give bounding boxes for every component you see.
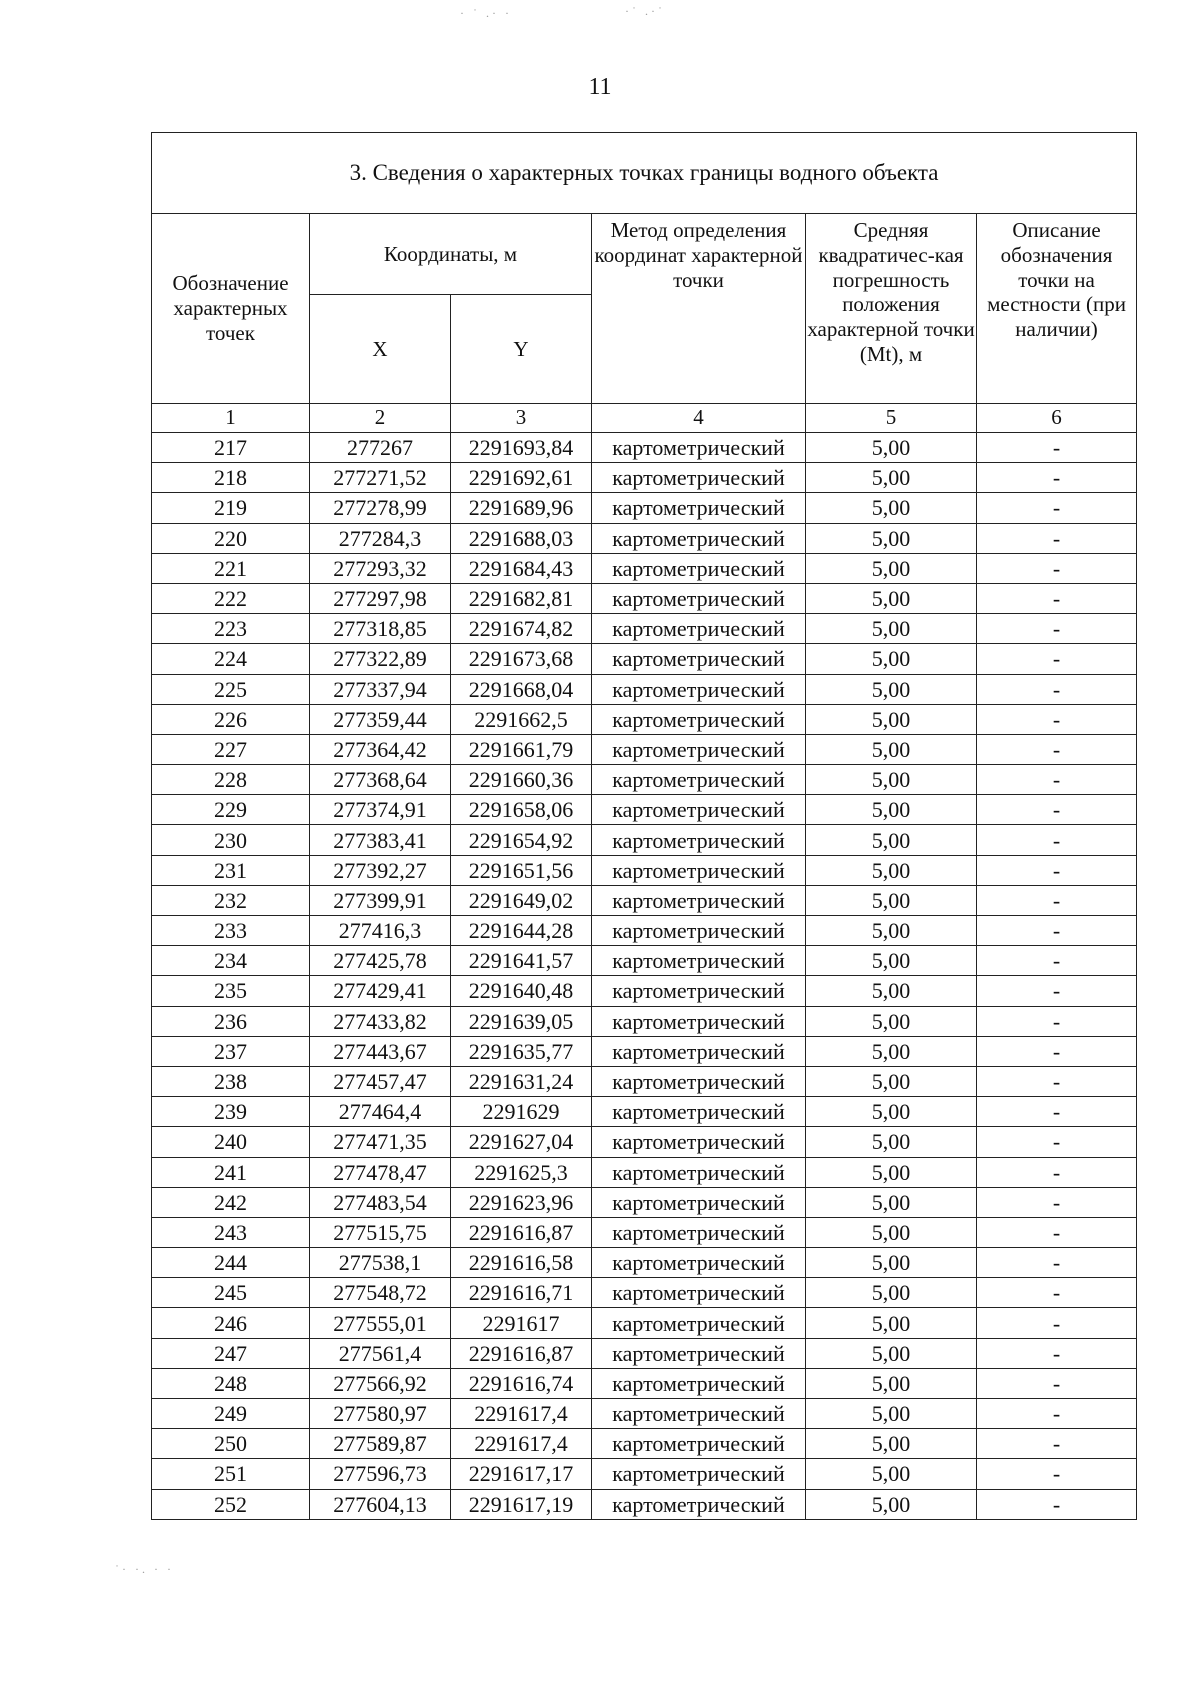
table-row (152, 1127, 1137, 1157)
scan-artifact: ·˙ .·˙ (625, 4, 665, 18)
x-coordinate-cell: 277561,4 (310, 1338, 451, 1368)
method-cell: картометрический (592, 1127, 806, 1157)
method-cell: картометрический (592, 1157, 806, 1187)
x-coordinate-cell: 277293,32 (310, 553, 451, 583)
method-cell: картометрический (592, 1308, 806, 1338)
method-cell: картометрический (592, 1338, 806, 1368)
point-id-cell: 234 (152, 946, 310, 976)
error-cell: 5,00 (806, 1308, 977, 1338)
method-cell: картометрический (592, 916, 806, 946)
x-coordinate-cell: 277555,01 (310, 1308, 451, 1338)
error-cell: 5,00 (806, 916, 977, 946)
y-coordinate-cell: 2291649,02 (451, 885, 592, 915)
method-cell: картометрический (592, 463, 806, 493)
error-cell: 5,00 (806, 1006, 977, 1036)
header-method: Метод определения координат характерной точки (592, 214, 806, 404)
y-coordinate-cell: 2291644,28 (451, 916, 592, 946)
description-cell: - (977, 1489, 1137, 1519)
error-cell: 5,00 (806, 523, 977, 553)
error-cell: 5,00 (806, 674, 977, 704)
y-coordinate-cell: 2291651,56 (451, 855, 592, 885)
description-cell: - (977, 1248, 1137, 1278)
error-cell: 5,00 (806, 885, 977, 915)
description-cell: - (977, 1399, 1137, 1429)
x-coordinate-cell: 277337,94 (310, 674, 451, 704)
table-row (152, 1217, 1137, 1247)
point-id-cell: 252 (152, 1489, 310, 1519)
x-coordinate-cell: 277278,99 (310, 493, 451, 523)
method-cell: картометрический (592, 523, 806, 553)
y-coordinate-cell: 2291616,71 (451, 1278, 592, 1308)
y-coordinate-cell: 2291654,92 (451, 825, 592, 855)
column-number: 4 (592, 404, 806, 433)
method-cell: картометрический (592, 734, 806, 764)
table-row (152, 1036, 1137, 1066)
x-coordinate-cell: 277464,4 (310, 1097, 451, 1127)
x-coordinate-cell: 277399,91 (310, 885, 451, 915)
error-cell: 5,00 (806, 1489, 977, 1519)
description-cell: - (977, 976, 1137, 1006)
y-coordinate-cell: 2291617,17 (451, 1459, 592, 1489)
description-cell: - (977, 1368, 1137, 1398)
scan-artifact: ˙· ·. · · (115, 1562, 174, 1576)
error-cell: 5,00 (806, 493, 977, 523)
error-cell: 5,00 (806, 1157, 977, 1187)
table-row (152, 855, 1137, 885)
column-number: 2 (310, 404, 451, 433)
point-id-cell: 241 (152, 1157, 310, 1187)
table-row (152, 1187, 1137, 1217)
x-coordinate-cell: 277443,67 (310, 1036, 451, 1066)
x-coordinate-cell: 277433,82 (310, 1006, 451, 1036)
y-coordinate-cell: 2291625,3 (451, 1157, 592, 1187)
description-cell: - (977, 825, 1137, 855)
method-cell: картометрический (592, 583, 806, 613)
method-cell: картометрический (592, 614, 806, 644)
table-row (152, 976, 1137, 1006)
point-id-cell: 242 (152, 1187, 310, 1217)
error-cell: 5,00 (806, 1459, 977, 1489)
y-coordinate-cell: 2291692,61 (451, 463, 592, 493)
table-row (152, 1399, 1137, 1429)
method-cell: картометрический (592, 855, 806, 885)
error-cell: 5,00 (806, 734, 977, 764)
error-cell: 5,00 (806, 1127, 977, 1157)
x-coordinate-cell: 277364,42 (310, 734, 451, 764)
y-coordinate-cell: 2291640,48 (451, 976, 592, 1006)
error-cell: 5,00 (806, 704, 977, 734)
table-row (152, 1248, 1137, 1278)
y-coordinate-cell: 2291682,81 (451, 583, 592, 613)
description-cell: - (977, 765, 1137, 795)
method-cell: картометрический (592, 1036, 806, 1066)
y-coordinate-cell: 2291616,74 (451, 1368, 592, 1398)
x-coordinate-cell: 277318,85 (310, 614, 451, 644)
y-coordinate-cell: 2291616,58 (451, 1248, 592, 1278)
description-cell: - (977, 1006, 1137, 1036)
description-cell: - (977, 523, 1137, 553)
error-cell: 5,00 (806, 463, 977, 493)
point-id-cell: 245 (152, 1278, 310, 1308)
point-id-cell: 250 (152, 1429, 310, 1459)
y-coordinate-cell: 2291673,68 (451, 644, 592, 674)
point-id-cell: 224 (152, 644, 310, 674)
description-cell: - (977, 614, 1137, 644)
x-coordinate-cell: 277425,78 (310, 946, 451, 976)
table-row (152, 493, 1137, 523)
y-coordinate-cell: 2291658,06 (451, 795, 592, 825)
point-id-cell: 248 (152, 1368, 310, 1398)
method-cell: картометрический (592, 1217, 806, 1247)
page-number: 11 (588, 74, 612, 100)
table-row (152, 1338, 1137, 1368)
y-coordinate-cell: 2291688,03 (451, 523, 592, 553)
description-cell: - (977, 1217, 1137, 1247)
point-id-cell: 222 (152, 583, 310, 613)
point-id-cell: 231 (152, 855, 310, 885)
y-coordinate-cell: 2291662,5 (451, 704, 592, 734)
method-cell: картометрический (592, 1429, 806, 1459)
y-coordinate-cell: 2291660,36 (451, 765, 592, 795)
x-coordinate-cell: 277604,13 (310, 1489, 451, 1519)
method-cell: картометрический (592, 1097, 806, 1127)
table-row (152, 523, 1137, 553)
description-cell: - (977, 1036, 1137, 1066)
table-row (152, 825, 1137, 855)
x-coordinate-cell: 277392,27 (310, 855, 451, 885)
method-cell: картометрический (592, 885, 806, 915)
description-cell: - (977, 704, 1137, 734)
table-row (152, 916, 1137, 946)
x-coordinate-cell: 277548,72 (310, 1278, 451, 1308)
point-id-cell: 218 (152, 463, 310, 493)
description-cell: - (977, 855, 1137, 885)
point-id-cell: 233 (152, 916, 310, 946)
error-cell: 5,00 (806, 1278, 977, 1308)
method-cell: картометрический (592, 946, 806, 976)
y-coordinate-cell: 2291617,19 (451, 1489, 592, 1519)
x-coordinate-cell: 277416,3 (310, 916, 451, 946)
point-id-cell: 227 (152, 734, 310, 764)
point-id-cell: 247 (152, 1338, 310, 1368)
boundary-points-table (151, 132, 1137, 1520)
column-number: 1 (152, 404, 310, 433)
x-coordinate-cell: 277457,47 (310, 1066, 451, 1096)
header-designation: Обозначение характерных точек (152, 214, 310, 404)
header-y: Y (451, 295, 592, 404)
point-id-cell: 249 (152, 1399, 310, 1429)
description-cell: - (977, 1157, 1137, 1187)
table-row (152, 1368, 1137, 1398)
table-row (152, 433, 1137, 463)
description-cell: - (977, 493, 1137, 523)
point-id-cell: 226 (152, 704, 310, 734)
description-cell: - (977, 795, 1137, 825)
description-cell: - (977, 674, 1137, 704)
method-cell: картометрический (592, 1187, 806, 1217)
table-row (152, 553, 1137, 583)
description-cell: - (977, 916, 1137, 946)
error-cell: 5,00 (806, 644, 977, 674)
error-cell: 5,00 (806, 553, 977, 583)
description-cell: - (977, 734, 1137, 764)
x-coordinate-cell: 277515,75 (310, 1217, 451, 1247)
y-coordinate-cell: 2291674,82 (451, 614, 592, 644)
x-coordinate-cell: 277483,54 (310, 1187, 451, 1217)
table-row (152, 946, 1137, 976)
method-cell: картометрический (592, 1066, 806, 1096)
table-row (152, 583, 1137, 613)
description-cell: - (977, 1338, 1137, 1368)
error-cell: 5,00 (806, 946, 977, 976)
table-row (152, 463, 1137, 493)
table-row (152, 1066, 1137, 1096)
y-coordinate-cell: 2291631,24 (451, 1066, 592, 1096)
x-coordinate-cell: 277374,91 (310, 795, 451, 825)
description-cell: - (977, 1097, 1137, 1127)
point-id-cell: 229 (152, 795, 310, 825)
error-cell: 5,00 (806, 1217, 977, 1247)
error-cell: 5,00 (806, 1429, 977, 1459)
table-row (152, 1006, 1137, 1036)
table-row (152, 1308, 1137, 1338)
description-cell: - (977, 433, 1137, 463)
description-cell: - (977, 1127, 1137, 1157)
y-coordinate-cell: 2291641,57 (451, 946, 592, 976)
point-id-cell: 240 (152, 1127, 310, 1157)
section-title: 3. Сведения о характерных точках границы водного объекта (152, 133, 1137, 214)
x-coordinate-cell: 277383,41 (310, 825, 451, 855)
y-coordinate-cell: 2291629 (451, 1097, 592, 1127)
x-coordinate-cell: 277322,89 (310, 644, 451, 674)
error-cell: 5,00 (806, 1248, 977, 1278)
header-description: Описание обозначения точки на местности (при наличии) (977, 214, 1137, 404)
method-cell: картометрический (592, 1006, 806, 1036)
table-row (152, 1459, 1137, 1489)
error-cell: 5,00 (806, 1338, 977, 1368)
error-cell: 5,00 (806, 855, 977, 885)
error-cell: 5,00 (806, 1399, 977, 1429)
point-id-cell: 238 (152, 1066, 310, 1096)
x-coordinate-cell: 277297,98 (310, 583, 451, 613)
description-cell: - (977, 644, 1137, 674)
point-id-cell: 235 (152, 976, 310, 1006)
scan-artifact: · ˙ .· · (460, 6, 512, 20)
method-cell: картометрический (592, 674, 806, 704)
method-cell: картометрический (592, 644, 806, 674)
x-coordinate-cell: 277580,97 (310, 1399, 451, 1429)
method-cell: картометрический (592, 1368, 806, 1398)
column-number: 3 (451, 404, 592, 433)
method-cell: картометрический (592, 1459, 806, 1489)
x-coordinate-cell: 277284,3 (310, 523, 451, 553)
error-cell: 5,00 (806, 765, 977, 795)
x-coordinate-cell: 277429,41 (310, 976, 451, 1006)
error-cell: 5,00 (806, 614, 977, 644)
x-coordinate-cell: 277589,87 (310, 1429, 451, 1459)
table-row (152, 1097, 1137, 1127)
point-id-cell: 244 (152, 1248, 310, 1278)
header-x: X (310, 295, 451, 404)
point-id-cell: 219 (152, 493, 310, 523)
error-cell: 5,00 (806, 1036, 977, 1066)
point-id-cell: 221 (152, 553, 310, 583)
y-coordinate-cell: 2291616,87 (451, 1217, 592, 1247)
description-cell: - (977, 1066, 1137, 1096)
y-coordinate-cell: 2291689,96 (451, 493, 592, 523)
table-row (152, 1489, 1137, 1519)
description-cell: - (977, 553, 1137, 583)
description-cell: - (977, 946, 1137, 976)
method-cell: картометрический (592, 976, 806, 1006)
method-cell: картометрический (592, 1248, 806, 1278)
point-id-cell: 232 (152, 885, 310, 915)
point-id-cell: 236 (152, 1006, 310, 1036)
error-cell: 5,00 (806, 1097, 977, 1127)
description-cell: - (977, 1308, 1137, 1338)
point-id-cell: 251 (152, 1459, 310, 1489)
error-cell: 5,00 (806, 583, 977, 613)
x-coordinate-cell: 277359,44 (310, 704, 451, 734)
table-row (152, 614, 1137, 644)
y-coordinate-cell: 2291617 (451, 1308, 592, 1338)
point-id-cell: 239 (152, 1097, 310, 1127)
x-coordinate-cell: 277267 (310, 433, 451, 463)
header-error: Средняя квадратичес-кая погрешность положения характерной точки (Mt), м (806, 214, 977, 404)
description-cell: - (977, 583, 1137, 613)
error-cell: 5,00 (806, 433, 977, 463)
y-coordinate-cell: 2291639,05 (451, 1006, 592, 1036)
method-cell: картометрический (592, 765, 806, 795)
y-coordinate-cell: 2291693,84 (451, 433, 592, 463)
x-coordinate-cell: 277596,73 (310, 1459, 451, 1489)
y-coordinate-cell: 2291668,04 (451, 674, 592, 704)
y-coordinate-cell: 2291661,79 (451, 734, 592, 764)
point-id-cell: 246 (152, 1308, 310, 1338)
y-coordinate-cell: 2291616,87 (451, 1338, 592, 1368)
x-coordinate-cell: 277478,47 (310, 1157, 451, 1187)
y-coordinate-cell: 2291617,4 (451, 1399, 592, 1429)
column-number: 6 (977, 404, 1137, 433)
y-coordinate-cell: 2291617,4 (451, 1429, 592, 1459)
table-row (152, 644, 1137, 674)
error-cell: 5,00 (806, 1368, 977, 1398)
method-cell: картометрический (592, 1489, 806, 1519)
method-cell: картометрический (592, 704, 806, 734)
x-coordinate-cell: 277566,92 (310, 1368, 451, 1398)
y-coordinate-cell: 2291627,04 (451, 1127, 592, 1157)
header-coordinates: Координаты, м (310, 214, 592, 295)
x-coordinate-cell: 277271,52 (310, 463, 451, 493)
description-cell: - (977, 1187, 1137, 1217)
y-coordinate-cell: 2291623,96 (451, 1187, 592, 1217)
method-cell: картометрический (592, 1278, 806, 1308)
point-id-cell: 220 (152, 523, 310, 553)
table-row (152, 704, 1137, 734)
method-cell: картометрический (592, 493, 806, 523)
point-id-cell: 243 (152, 1217, 310, 1247)
x-coordinate-cell: 277368,64 (310, 765, 451, 795)
table-row (152, 1157, 1137, 1187)
table-row (152, 674, 1137, 704)
table-row (152, 1278, 1137, 1308)
error-cell: 5,00 (806, 825, 977, 855)
description-cell: - (977, 463, 1137, 493)
point-id-cell: 217 (152, 433, 310, 463)
point-id-cell: 237 (152, 1036, 310, 1066)
table-row (152, 795, 1137, 825)
column-number: 5 (806, 404, 977, 433)
point-id-cell: 230 (152, 825, 310, 855)
x-coordinate-cell: 277471,35 (310, 1127, 451, 1157)
table-row (152, 885, 1137, 915)
point-id-cell: 225 (152, 674, 310, 704)
error-cell: 5,00 (806, 1066, 977, 1096)
table-row (152, 765, 1137, 795)
description-cell: - (977, 1278, 1137, 1308)
method-cell: картометрический (592, 553, 806, 583)
method-cell: картометрический (592, 433, 806, 463)
error-cell: 5,00 (806, 976, 977, 1006)
point-id-cell: 223 (152, 614, 310, 644)
error-cell: 5,00 (806, 1187, 977, 1217)
y-coordinate-cell: 2291635,77 (451, 1036, 592, 1066)
x-coordinate-cell: 277538,1 (310, 1248, 451, 1278)
description-cell: - (977, 1459, 1137, 1489)
point-id-cell: 228 (152, 765, 310, 795)
method-cell: картометрический (592, 1399, 806, 1429)
error-cell: 5,00 (806, 795, 977, 825)
column-number-row (152, 404, 1137, 433)
description-cell: - (977, 885, 1137, 915)
method-cell: картометрический (592, 795, 806, 825)
table-row (152, 1429, 1137, 1459)
method-cell: картометрический (592, 825, 806, 855)
y-coordinate-cell: 2291684,43 (451, 553, 592, 583)
table-row (152, 734, 1137, 764)
description-cell: - (977, 1429, 1137, 1459)
